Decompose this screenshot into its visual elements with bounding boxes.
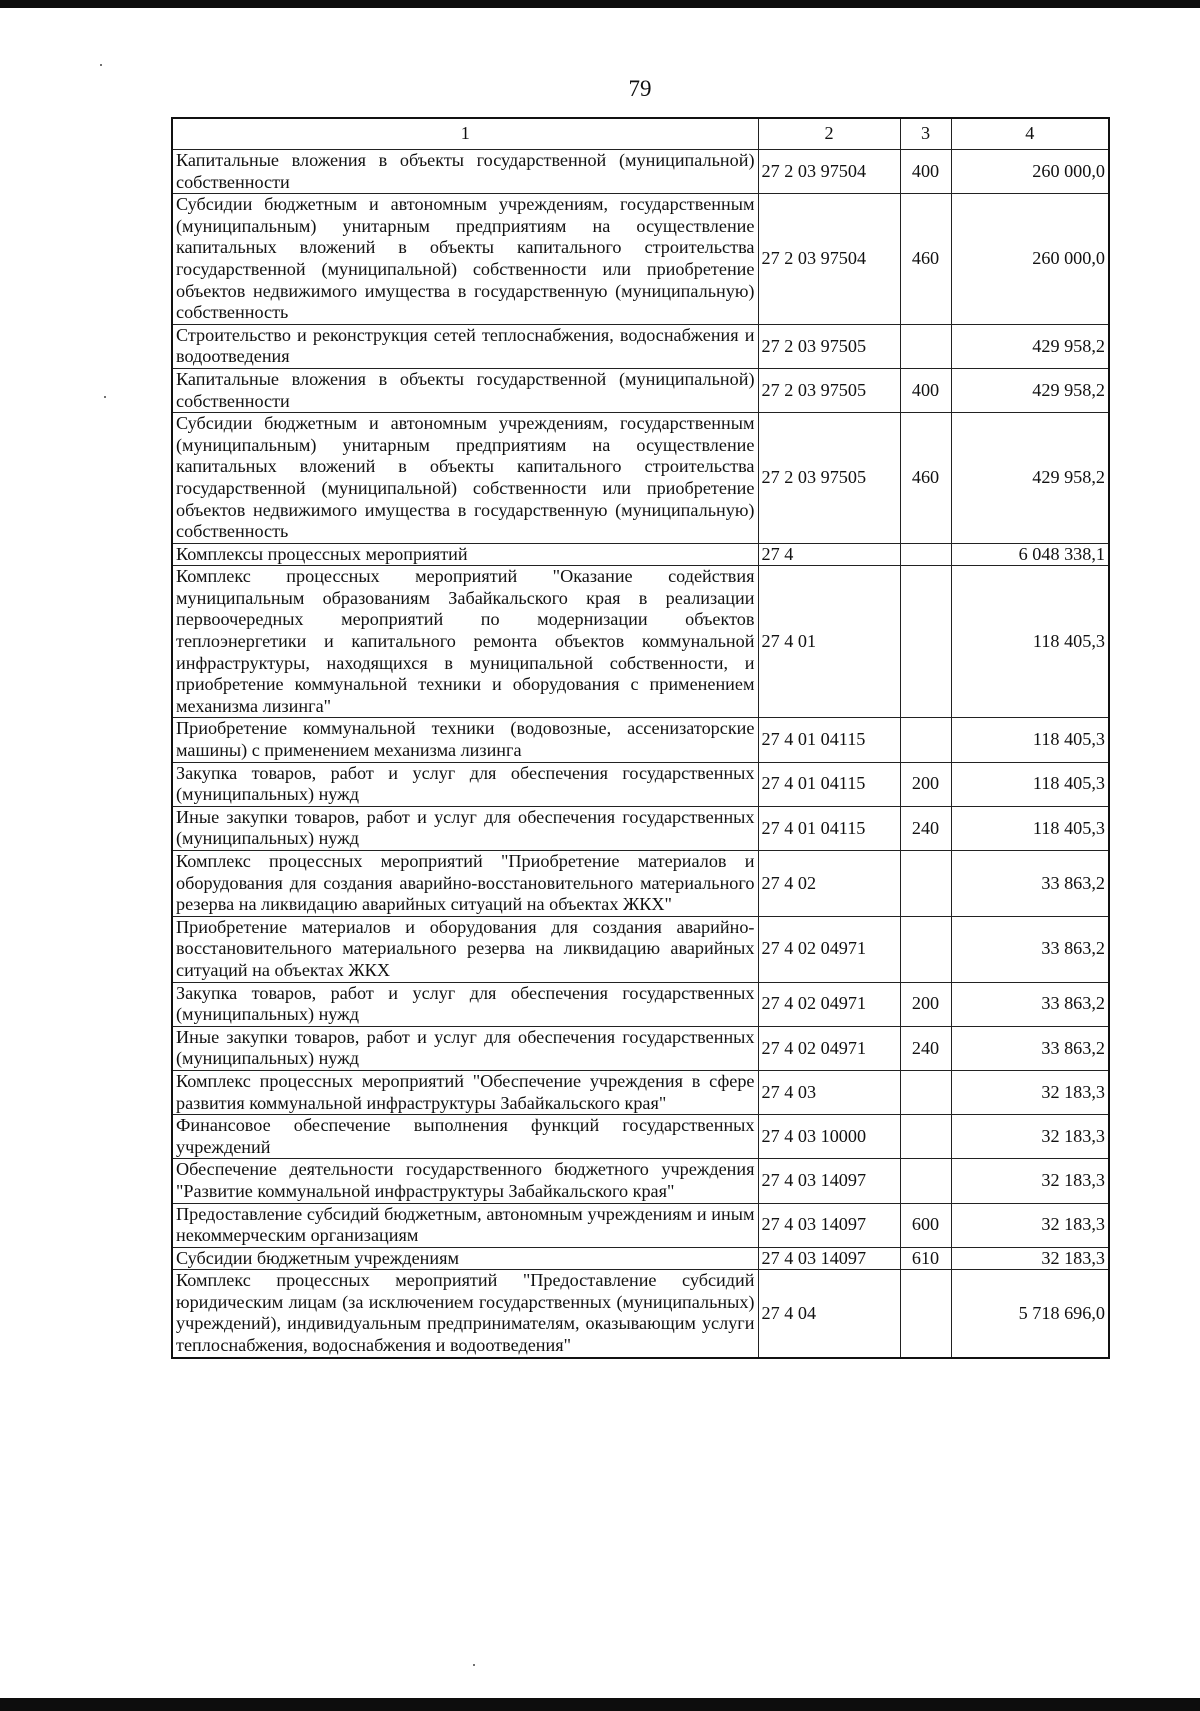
row-name: Иные закупки товаров, работ и услуг для обеспечения государственных (муниципальных) нужд (172, 806, 758, 850)
row-sum: 118 405,3 (951, 806, 1109, 850)
row-sum: 32 183,3 (951, 1203, 1109, 1247)
row-name: Комплексы процессных мероприятий (172, 543, 758, 566)
row-type: 240 (900, 806, 951, 850)
row-sum: 5 718 696,0 (951, 1270, 1109, 1358)
row-type (900, 1270, 951, 1358)
row-code: 27 2 03 97504 (758, 150, 900, 194)
column-header: 2 (758, 118, 900, 150)
row-name: Закупка товаров, работ и услуг для обеспечения государственных (муниципальных) нужд (172, 762, 758, 806)
row-name: Комплекс процессных мероприятий "Обеспечение учреждения в сфере развития коммунальной инфраструктуры Забайкальского края" (172, 1070, 758, 1114)
row-code: 27 2 03 97505 (758, 413, 900, 544)
table-row (172, 1026, 1109, 1070)
row-type: 600 (900, 1203, 951, 1247)
row-type: 460 (900, 194, 951, 325)
row-sum: 429 958,2 (951, 413, 1109, 544)
row-name: Иные закупки товаров, работ и услуг для обеспечения государственных (муниципальных) нужд (172, 1026, 758, 1070)
column-header: 1 (172, 118, 758, 150)
row-sum: 6 048 338,1 (951, 543, 1109, 566)
row-code: 27 4 03 14097 (758, 1203, 900, 1247)
row-name: Субсидии бюджетным учреждениям (172, 1247, 758, 1270)
row-code: 27 4 03 14097 (758, 1159, 900, 1203)
table-row (172, 1203, 1109, 1247)
row-name: Капитальные вложения в объекты государственной (муниципальной) собственности (172, 150, 758, 194)
row-name: Комплекс процессных мероприятий "Предоставление субсидий юридическим лицам (за исключением государственных (муниципальных) учреждений), индивидуальным предпринимателям, оказывающим услуги теплоснабжения, водоснабжения и водоотведения" (172, 1270, 758, 1358)
row-name: Субсидии бюджетным и автономным учреждениям, государственным (муниципальным) унитарным предприятиям на осуществление капитальных вложений в объекты капитального строительства государственной (муниципальной) собственности или приобретение объектов недвижимого имущества в государственную (муниципальную) собственность (172, 413, 758, 544)
row-sum: 33 863,2 (951, 1026, 1109, 1070)
row-code: 27 2 03 97505 (758, 368, 900, 412)
table-row (172, 1270, 1109, 1358)
table-row (172, 718, 1109, 762)
table-row (172, 806, 1109, 850)
row-type: 610 (900, 1247, 951, 1270)
row-type (900, 916, 951, 982)
row-type (900, 1070, 951, 1114)
header-row (172, 118, 1109, 150)
row-type: 400 (900, 368, 951, 412)
row-sum: 32 183,3 (951, 1070, 1109, 1114)
row-sum: 429 958,2 (951, 368, 1109, 412)
row-sum: 260 000,0 (951, 150, 1109, 194)
row-name: Обеспечение деятельности государственного бюджетного учреждения "Развитие коммунальной инфраструктуры Забайкальского края" (172, 1159, 758, 1203)
table-row (172, 1070, 1109, 1114)
row-name: Приобретение материалов и оборудования для создания аварийно-восстановительного материального резерва на ликвидацию аварийных ситуаций на объектах ЖКХ (172, 916, 758, 982)
table-row (172, 851, 1109, 917)
row-type: 200 (900, 762, 951, 806)
page-number: 79 (628, 76, 652, 101)
table-row (172, 566, 1109, 718)
row-name: Финансовое обеспечение выполнения функций государственных учреждений (172, 1115, 758, 1159)
table-row (172, 982, 1109, 1026)
table-row (172, 324, 1109, 368)
row-code: 27 4 02 04971 (758, 1026, 900, 1070)
row-type: 460 (900, 413, 951, 544)
row-code: 27 4 01 (758, 566, 900, 718)
column-header: 4 (951, 118, 1109, 150)
row-name: Строительство и реконструкция сетей теплоснабжения, водоснабжения и водоотведения (172, 324, 758, 368)
table-row (172, 1247, 1109, 1270)
row-type (900, 851, 951, 917)
row-code: 27 4 01 04115 (758, 806, 900, 850)
scan-edge-bottom (0, 1698, 1200, 1711)
row-code: 27 4 02 (758, 851, 900, 917)
row-code: 27 4 01 04115 (758, 762, 900, 806)
row-name: Закупка товаров, работ и услуг для обеспечения государственных (муниципальных) нужд (172, 982, 758, 1026)
row-sum: 429 958,2 (951, 324, 1109, 368)
row-code: 27 4 02 04971 (758, 916, 900, 982)
row-type (900, 566, 951, 718)
row-sum: 32 183,3 (951, 1159, 1109, 1203)
scan-speck (100, 64, 102, 66)
row-sum: 32 183,3 (951, 1115, 1109, 1159)
table-row (172, 762, 1109, 806)
row-type (900, 1159, 951, 1203)
row-code: 27 4 01 04115 (758, 718, 900, 762)
row-code: 27 2 03 97505 (758, 324, 900, 368)
row-name: Предоставление субсидий бюджетным, автономным учреждениям и иным некоммерческим организациям (172, 1203, 758, 1247)
row-sum: 33 863,2 (951, 916, 1109, 982)
table-row (172, 1159, 1109, 1203)
row-code: 27 2 03 97504 (758, 194, 900, 325)
row-code: 27 4 03 14097 (758, 1247, 900, 1270)
row-type (900, 718, 951, 762)
table-row (172, 368, 1109, 412)
table-row (172, 916, 1109, 982)
row-code: 27 4 03 10000 (758, 1115, 900, 1159)
row-type (900, 543, 951, 566)
row-type: 240 (900, 1026, 951, 1070)
row-type (900, 324, 951, 368)
row-sum: 118 405,3 (951, 762, 1109, 806)
scan-speck (473, 1664, 475, 1666)
scan-edge-top (0, 0, 1200, 8)
row-name: Комплекс процессных мероприятий "Оказание содействия муниципальным образованиям Забайкальского края в реализации первоочередных мероприятий по модернизации объектов теплоэнергетики и капитального ремонта объектов коммунальной инфраструктуры, находящихся в муниципальной собственности, и приобретение коммунальной техники и оборудования с применением механизма лизинга" (172, 566, 758, 718)
budget-table (171, 117, 1110, 1359)
table-row (172, 1115, 1109, 1159)
row-type: 200 (900, 982, 951, 1026)
row-sum: 33 863,2 (951, 982, 1109, 1026)
table-row (172, 150, 1109, 194)
row-type (900, 1115, 951, 1159)
row-sum: 260 000,0 (951, 194, 1109, 325)
scan-speck (104, 396, 106, 398)
row-sum: 33 863,2 (951, 851, 1109, 917)
table-row (172, 543, 1109, 566)
row-code: 27 4 02 04971 (758, 982, 900, 1026)
row-sum: 32 183,3 (951, 1247, 1109, 1270)
row-code: 27 4 04 (758, 1270, 900, 1358)
row-sum: 118 405,3 (951, 566, 1109, 718)
column-header: 3 (900, 118, 951, 150)
row-sum: 118 405,3 (951, 718, 1109, 762)
row-name: Комплекс процессных мероприятий "Приобретение материалов и оборудования для создания аварийно-восстановительного материального резерва на ликвидацию аварийных ситуаций на объектах ЖКХ" (172, 851, 758, 917)
row-name: Приобретение коммунальной техники (водовозные, ассенизаторские машины) с применением механизма лизинга (172, 718, 758, 762)
table-row (172, 194, 1109, 325)
row-code: 27 4 (758, 543, 900, 566)
row-name: Субсидии бюджетным и автономным учреждениям, государственным (муниципальным) унитарным предприятиям на осуществление капитальных вложений в объекты капитального строительства государственной (муниципальной) собственности или приобретение объектов недвижимого имущества в государственную (муниципальную) собственность (172, 194, 758, 325)
row-code: 27 4 03 (758, 1070, 900, 1114)
table-row (172, 413, 1109, 544)
row-name: Капитальные вложения в объекты государственной (муниципальной) собственности (172, 368, 758, 412)
row-type: 400 (900, 150, 951, 194)
